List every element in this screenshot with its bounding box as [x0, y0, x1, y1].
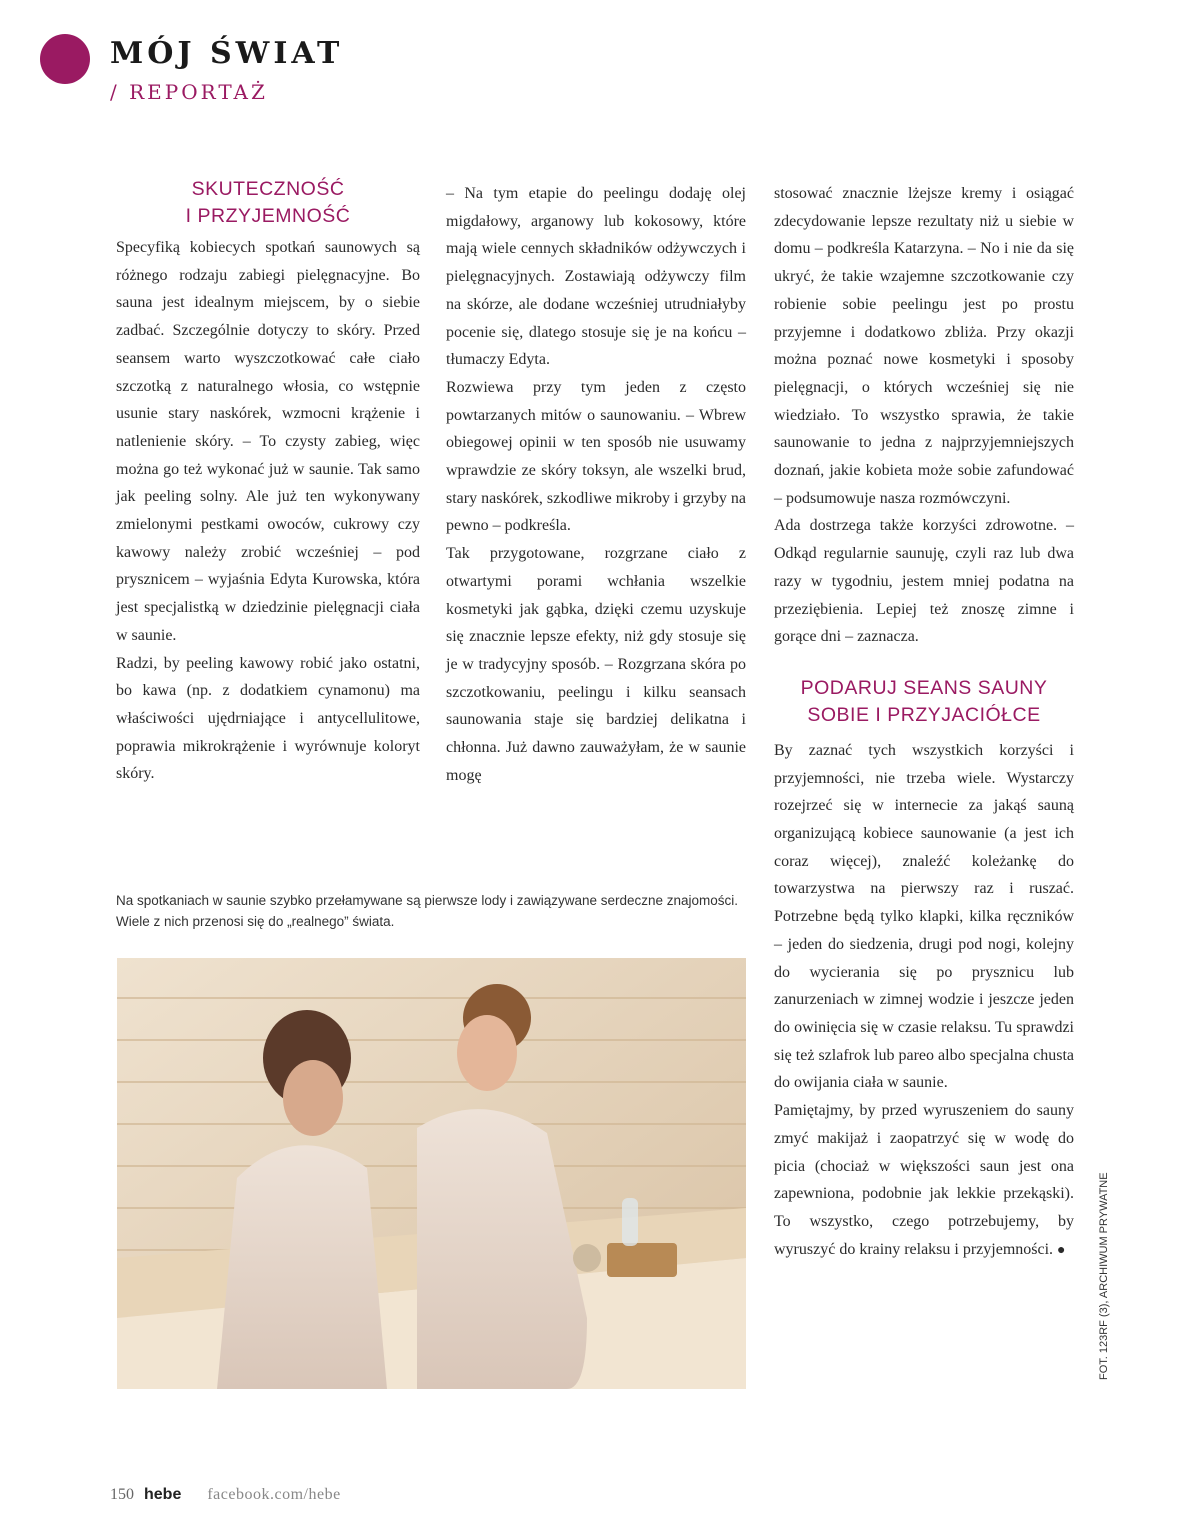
- page-footer: [110, 1486, 341, 1504]
- photo-caption: Na spotkaniach w saunie szybko przełamywane są pierwsze lody i zawiązywane serdeczne znajomości. Wiele z nich przenosi się do „realnego” świata.: [116, 893, 739, 929]
- column3-heading-line1: PODARUJ SEANS SAUNY: [800, 676, 1048, 699]
- paragraph: Rozwiewa przy tym jeden z często powtarzanych mitów o saunowaniu. – Wbrew obiegowej opinii w ten sposób nie usuwamy wprawdzie ze skóry toksyn, ale wszelki brud, stary naskórek, szkodliwe mikroby i grzyby na pewno – podkreśla.: [446, 378, 746, 535]
- column1-heading-line2: I PRZYJEMNOŚĆ: [185, 205, 351, 227]
- column3-heading: [774, 675, 1074, 729]
- section-dot: [40, 34, 90, 84]
- paragraph: By zaznać tych wszystkich korzyści i przyjemności, nie trzeba wiele. Wystarczy rozejrzeć się w internecie za jakąś sauną organizującą kobiece saunowanie (a jest ich coraz więcej), znaleźć koleżankę do towarzystwa na pierwszy raz i ruszać. Potrzebne będą tylko klapki, kilka ręczników – jeden do siedzenia, drugi pod nogi, kolejny do wycierania się po prysznicu lub zanurzeniach w zimnej wodzie i jeszcze jeden do owinięcia się w czasie relaksu. Tu sprawdzi się też szlafrok lub pareo albo specjalna chusta do owijania ciała w saunie.: [774, 741, 1074, 1092]
- section-title: MÓJ ŚWIAT: [110, 36, 344, 71]
- brand-logo: hebe: [144, 1486, 182, 1503]
- section-subtitle: / REPORTAŻ: [110, 80, 268, 104]
- paragraph: Tak przygotowane, rozgrzane ciało z otwartymi porami wchłania wszelkie kosmetyki jak gąbka, dzięki czemu uzyskuje się znacznie lepsze efekty, niż gdy stosuje się je w tradycyjny sposób. – Rozgrzana skóra po szczotkowaniu, peelingu i kilku seansach saunowania staje się bardziej delikatna i chłonna. Już dawno zauważyłam, że w saunie mogę: [446, 545, 746, 784]
- sauna-photo: [117, 958, 746, 1389]
- end-mark-icon: ●: [1057, 1242, 1066, 1258]
- column1-heading: [116, 176, 420, 230]
- paragraph: Specyfiką kobiecych spotkań saunowych są różnego rodzaju zabiegi pielęgnacyjne. Bo sauna jest idealnym miejscem, by o siebie zadbać. Szczególnie dotyczy to skóry. Przed seansem warto wyszczotkować całe ciało szczotką z naturalnego włosia, co wstępnie usunie stary naskórek, wzmocni krążenie i natlenienie skóry. – To czysty zabieg, więc można go też wykonać już w saunie. Tak samo jak peeling solny. Ale już ten wykonywany zmielonymi pestkami owoców, cukrowy czy kawowy należy zrobić wcześniej – pod prysznicem – wyjaśnia Edyta Kurowska, która jest specjalistką w dziedzinie pielęgnacji ciała w saunie.: [116, 239, 420, 644]
- paragraph-text: Pamiętajmy, by przed wyruszeniem do sauny zmyć makijaż i zaopatrzyć się w wodę do picia (chociaż w większości saun jest ona zapewniona, podobnie jak lekkie przekąski). To wszystko, czego potrzebujemy, by wyruszyć do krainy relaksu i przyjemności.: [774, 1102, 1074, 1258]
- article-column-2: [446, 180, 746, 789]
- photo-credit: FOT. 123RF (3), ARCHIWUM PRYWATNE: [1098, 1172, 1110, 1380]
- column1-heading-line1: SKUTECZNOŚĆ: [191, 178, 345, 200]
- paragraph: stosować znacznie lżejsze kremy i osiągać zdecydowanie lepsze rezultaty niż u siebie w domu – podkreśla Katarzyna. – No i nie da się ukryć, że takie wzajemne szczotkowanie czy robienie sobie peelingu jest po prostu przyjemne i dodatkowo zbliża. Przy okazji można poznać nowe kosmetyki i sposoby pielęgnacji, o których wcześniej się nie wiedziało. To wszystko sprawia, że takie saunowanie to jedna z najprzyjemniejszych doznań, jakie kobieta może sobie zafundować – podsumowuje nasza rozmówczyni.: [774, 185, 1074, 507]
- paragraph: Radzi, by peeling kawowy robić jako ostatni, bo kawa (np. z dodatkiem cynamonu) ma właściwości ujędrniające i antycellulitowe, poprawia mikrokrążenie i wyrównuje koloryt skóry.: [116, 654, 420, 783]
- social-link: facebook.com/hebe: [207, 1486, 341, 1503]
- paragraph: [774, 1097, 1074, 1264]
- column3-heading-line2: SOBIE I PRZYJACIÓŁCE: [807, 703, 1041, 726]
- paragraph: Ada dostrzega także korzyści zdrowotne. – Odkąd regularnie saunuję, czyli raz lub dwa razy w tygodniu, jestem mniej podatna na przeziębienia. Lepiej też znoszę zimne i gorące dni – zaznacza.: [774, 517, 1074, 646]
- article-column-1: [116, 234, 420, 788]
- page-number: 150: [110, 1486, 134, 1503]
- article-column-3: [774, 180, 1074, 1264]
- paragraph: – Na tym etapie do peelingu dodaję olej migdałowy, arganowy lub kokosowy, które mają wiele cennych składników odżywczych i pielęgnacyjnych. Zostawiają odżywczy film na skórze, ale dodane wcześniej utrudniałyby pocenie się, dlatego stosuje się je na końcu – tłumaczy Edyta.: [446, 185, 746, 369]
